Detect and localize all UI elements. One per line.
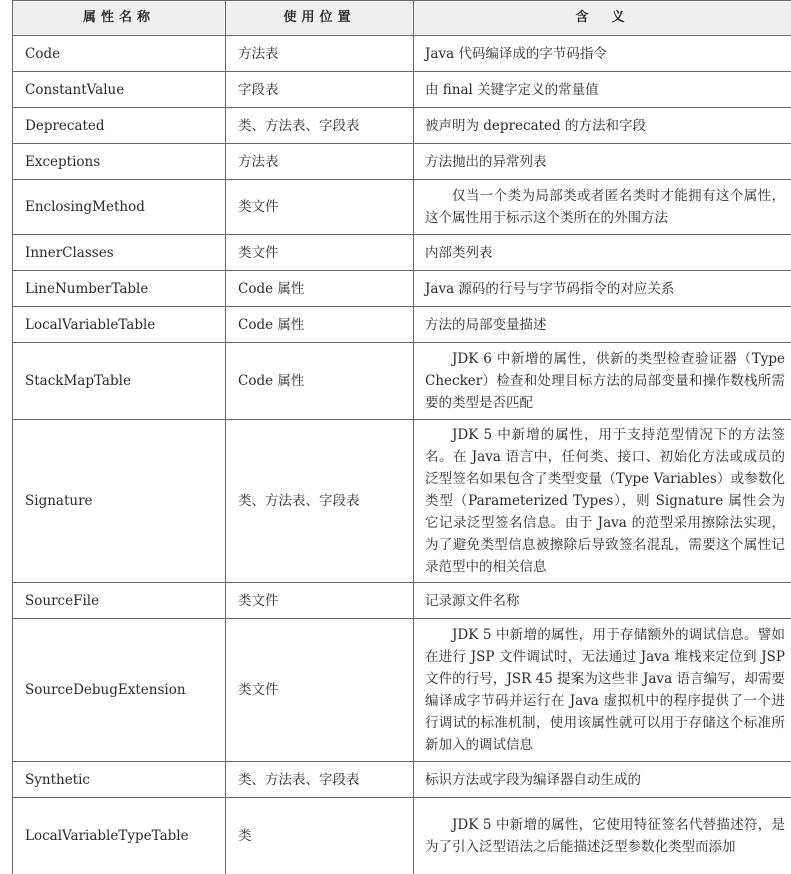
meaning-cell: 标识方法或字段为编译器自动生成的 xyxy=(414,762,791,798)
table-row xyxy=(13,420,791,583)
meaning-cell: 方法抛出的异常列表 xyxy=(414,144,791,180)
table-row xyxy=(13,271,791,307)
attribute-name-cell: EnclosingMethod xyxy=(13,180,226,235)
meaning-cell: 方法的局部变量描述 xyxy=(414,307,791,343)
meaning-cell: JDK 5 中新增的属性，用于支持范型情况下的方法签名。在 Java 语言中，任何类、接口、初始化方法或成员的泛型签名如果包含了类型变量（Type Variables）或参数化类型（Parameterized Types），则 Signature 属性会为它记录泛型签名信息。由于 Java 的范型采用擦除法实现，为了避免类型信息被擦除后导致签名混乱，需要这个属性记录范型中的相关信息 xyxy=(414,420,791,583)
attribute-name-cell: StackMapTable xyxy=(13,343,226,420)
table-row xyxy=(13,762,791,798)
usage-location-cell: 类文件 xyxy=(226,235,414,271)
table-row xyxy=(13,108,791,144)
header-row xyxy=(13,1,791,36)
meaning-cell: 被声明为 deprecated 的方法和字段 xyxy=(414,108,791,144)
usage-location-cell: 类文件 xyxy=(226,583,414,619)
attribute-name-cell: Code xyxy=(13,36,226,72)
header-meaning: 含 义 xyxy=(414,1,791,36)
table-row xyxy=(13,583,791,619)
usage-location-cell: Code 属性 xyxy=(226,307,414,343)
usage-location-cell: Code 属性 xyxy=(226,271,414,307)
attribute-table xyxy=(12,0,791,874)
attribute-name-cell: InnerClasses xyxy=(13,235,226,271)
usage-location-cell: 类、方法表、字段表 xyxy=(226,420,414,583)
usage-location-cell: 方法表 xyxy=(226,36,414,72)
attribute-name-cell: SourceFile xyxy=(13,583,226,619)
table-row xyxy=(13,798,791,874)
meaning-cell: JDK 6 中新增的属性，供新的类型检查验证器（Type Checker）检查和处理目标方法的局部变量和操作数栈所需要的类型是否匹配 xyxy=(414,343,791,420)
attribute-name-cell: SourceDebugExtension xyxy=(13,619,226,762)
usage-location-cell: 方法表 xyxy=(226,144,414,180)
usage-location-cell: Code 属性 xyxy=(226,343,414,420)
attribute-name-cell: Signature xyxy=(13,420,226,583)
usage-location-cell: 类文件 xyxy=(226,180,414,235)
attribute-name-cell: Deprecated xyxy=(13,108,226,144)
usage-location-cell: 类、方法表、字段表 xyxy=(226,762,414,798)
usage-location-cell: 类 xyxy=(226,798,414,874)
attribute-name-cell: LocalVariableTypeTable xyxy=(13,798,226,874)
usage-location-cell: 类文件 xyxy=(226,619,414,762)
meaning-cell: 仅当一个类为局部类或者匿名类时才能拥有这个属性，这个属性用于标示这个类所在的外围方法 xyxy=(414,180,791,235)
attribute-name-cell: Exceptions xyxy=(13,144,226,180)
meaning-cell: 由 final 关键字定义的常量值 xyxy=(414,72,791,108)
table-row xyxy=(13,343,791,420)
table-row xyxy=(13,144,791,180)
meaning-cell: Java 源码的行号与字节码指令的对应关系 xyxy=(414,271,791,307)
meaning-cell: Java 代码编译成的字节码指令 xyxy=(414,36,791,72)
header-usage-location: 使用位置 xyxy=(226,1,414,36)
table-row xyxy=(13,307,791,343)
meaning-cell: JDK 5 中新增的属性，它使用特征签名代替描述符，是为了引入泛型语法之后能描述泛型参数化类型而添加 xyxy=(414,798,791,874)
usage-location-cell: 类、方法表、字段表 xyxy=(226,108,414,144)
attribute-name-cell: ConstantValue xyxy=(13,72,226,108)
meaning-cell: 记录源文件名称 xyxy=(414,583,791,619)
attribute-name-cell: LineNumberTable xyxy=(13,271,226,307)
meaning-cell: 内部类列表 xyxy=(414,235,791,271)
meaning-cell: JDK 5 中新增的属性，用于存储额外的调试信息。譬如在进行 JSP 文件调试时，无法通过 Java 堆栈来定位到 JSP 文件的行号，JSR 45 提案为这些非 Java 语言编写，却需要编译成字节码并运行在 Java 虚拟机中的程序提供了一个进行调试的标准机制，使用该属性就可以用于存储这个标准所新加入的调试信息 xyxy=(414,619,791,762)
table-row xyxy=(13,619,791,762)
header-attribute-name: 属性名称 xyxy=(13,1,226,36)
attribute-name-cell: Synthetic xyxy=(13,762,226,798)
table-row xyxy=(13,36,791,72)
table-row xyxy=(13,180,791,235)
attribute-name-cell: LocalVariableTable xyxy=(13,307,226,343)
table-body xyxy=(13,36,791,874)
table-row xyxy=(13,72,791,108)
table-row xyxy=(13,235,791,271)
usage-location-cell: 字段表 xyxy=(226,72,414,108)
